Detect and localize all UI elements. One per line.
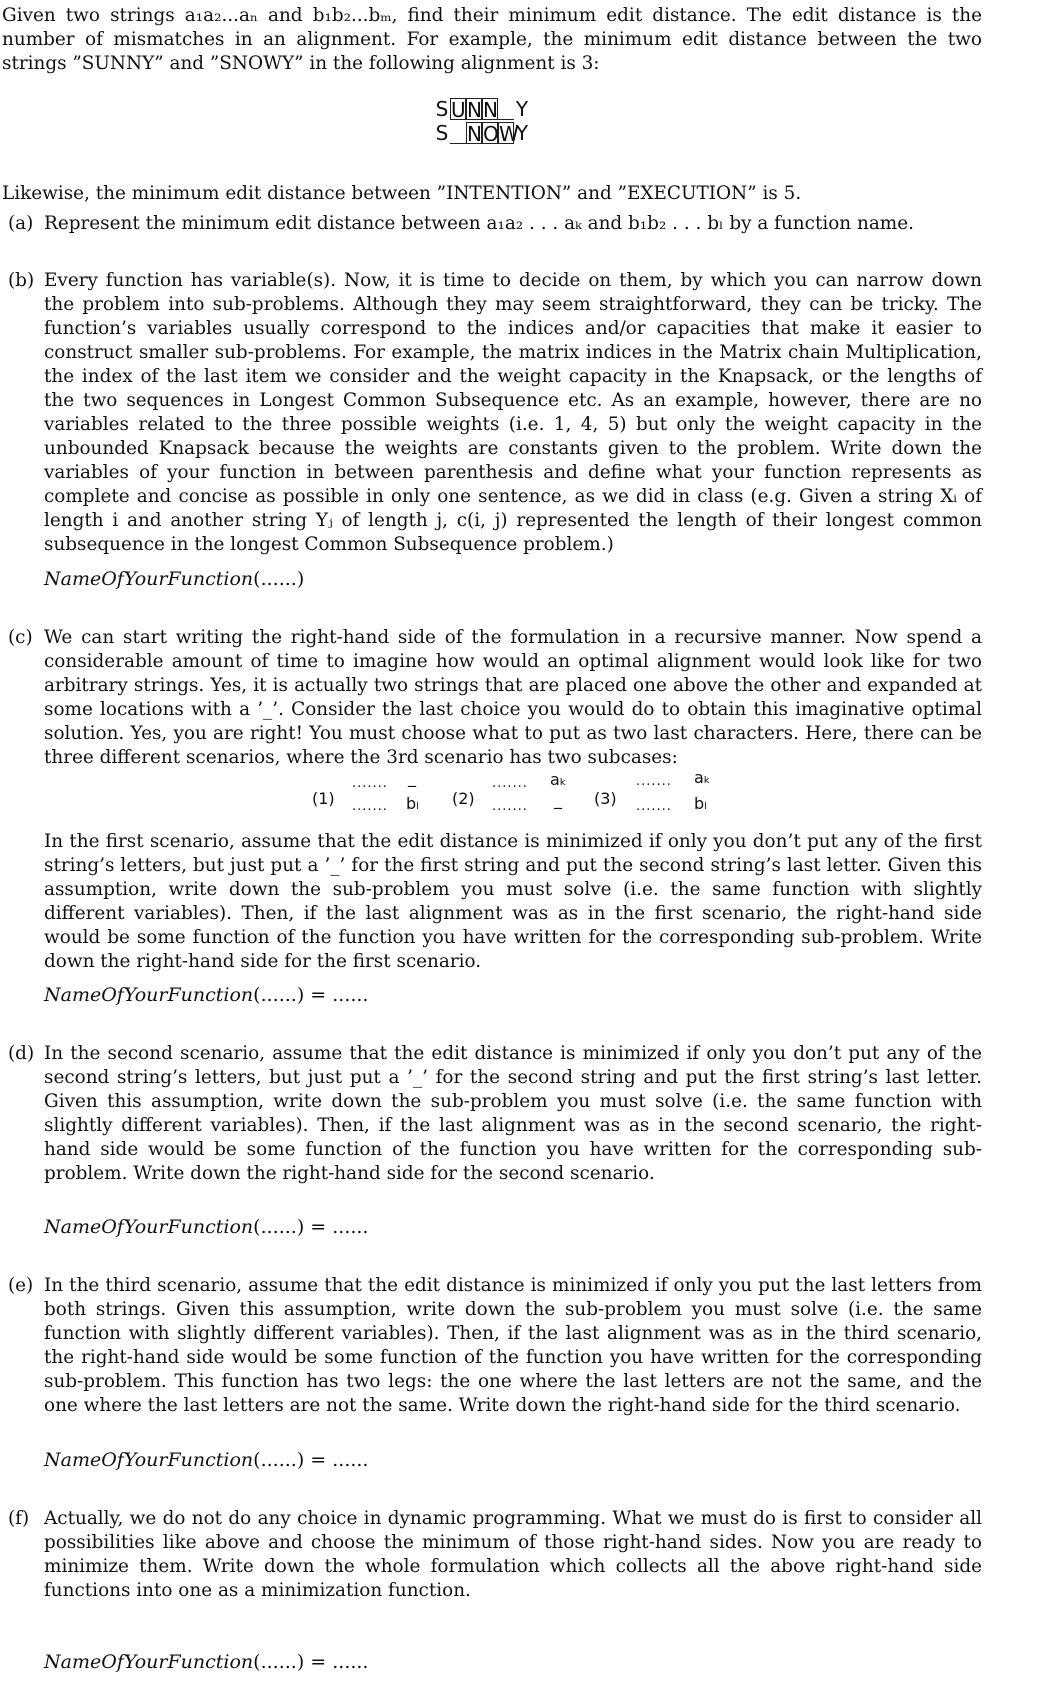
item-text: Actually, we do not do any choice in dynamic programming. What we must do is first to consider all possibilities like above and choose the minimum of those right-hand sides. Now you are ready to minimize them. Write down the whole formulation which collects all the above right-hand side functions into one as a minimization function. (44, 1508, 982, 1601)
scenario-3-top: aₖ (694, 768, 711, 787)
function-answer-d (44, 1215, 368, 1239)
alignment-cell: N (467, 122, 482, 146)
function-answer-f (44, 1650, 368, 1674)
item-d (8, 1042, 982, 1186)
scenario-3-label: (3) (594, 789, 617, 808)
item-label: (a) (8, 213, 34, 234)
function-answer-e (44, 1448, 368, 1472)
scenario-3-bottom: bₗ (694, 794, 707, 813)
item-e (8, 1274, 982, 1418)
item-label: (f) (8, 1508, 30, 1529)
alignment-cell: U (451, 98, 466, 122)
item-b (8, 269, 982, 557)
function-rhs: = ...... (304, 1216, 369, 1238)
alignment-cell: S (435, 121, 449, 145)
function-name: NameOfYourFunction (44, 984, 254, 1006)
function-args: (......) (253, 1651, 305, 1673)
item-text: In the third scenario, assume that the edit distance is minimized if only you put the last letters from both strings. Given this assumption, write down the sub-problem you must solve (i.e. the same function with slightly different variables). Then, if the last alignment was as in the third scenario, the right-hand side would be some function of the function you have written for the corresponding sub-problem. This function has two legs: the one where the last letters are not the same, and the one where the last letters are not the same. Write down the right-hand side for the third scenario. (44, 1275, 982, 1416)
scenario-2-label: (2) (452, 789, 475, 808)
alignment-cell: Y (515, 97, 529, 121)
function-args: (......) (253, 1216, 305, 1238)
alignment-cell (450, 122, 466, 144)
alignment-cell: W (499, 122, 519, 146)
item-text: In the first scenario, assume that the edit distance is minimized if only you don’t put any of the first string’s letters, but just put a ’_’ for the first string and put the second string’s last letter. Given this assumption, write down the sub-problem you must solve (i.e. the same function with slightly different variables). Then, if the last alignment was as in the first scenario, the right-hand side would be some function of the function you have written for the corresponding sub-problem. Write down the right-hand side for the first scenario. (44, 831, 982, 972)
alignment-cell: N (467, 98, 482, 122)
item-label: (d) (8, 1043, 35, 1064)
function-rhs: = ...... (304, 1449, 369, 1471)
sunny-snowy-alignment (434, 98, 530, 146)
item-c-continued (8, 830, 982, 974)
function-rhs: = ...... (304, 984, 369, 1006)
dots: ....... (492, 799, 528, 814)
intro-paragraph-2: Likewise, the minimum edit distance between ”INTENTION” and ”EXECUTION” is 5. (2, 183, 802, 204)
item-label: (c) (8, 627, 33, 648)
dots: ....... (352, 799, 388, 814)
item-c (8, 626, 982, 770)
function-args: (......) (253, 1449, 305, 1471)
alignment-cell (498, 98, 514, 120)
alignment-cell: O (483, 122, 499, 146)
function-args: (......) (253, 984, 305, 1006)
item-text: Every function has variable(s). Now, it is time to decide on them, by which you can narrow down the problem into sub-problems. Although they may seem straightforward, they can be tricky. The function’s variables usually correspond to the indices and/or capacities that make it easier to construct smaller sub-problems. For example, the matrix indices in the Matrix chain Multiplication, the index of the last item we consider and the weight capacity in the Knapsack, or the lengths of the two sequences in Longest Common Subsequence etc. As an example, however, there are no variables related to the three possible weights (i.e. 1, 4, 5) but only the weight capacity in the unbounded Knapsack because the weights are constants given to the problem. Write down the variables of your function in between parenthesis and define what your function represents as complete and concise as possible in only one sentence, as we did in class (e.g. Given a string Xᵢ of length i and another string Yⱼ of length j, c(i, j) represented the length of their longest common subsequence in the longest Common Subsequence problem.) (44, 270, 982, 555)
item-label: (e) (8, 1275, 34, 1296)
item-a (8, 212, 982, 236)
alignment-cell: S (435, 97, 449, 121)
scenarios-figure (300, 770, 720, 826)
alignment-top-row (434, 98, 530, 122)
function-args: (......) (253, 568, 305, 590)
scenario-1-label: (1) (312, 789, 335, 808)
dots: ....... (636, 799, 672, 814)
scenario-1-top: _ (408, 768, 416, 787)
item-text: Represent the minimum edit distance between a₁a₂ . . . aₖ and b₁b₂ . . . bₗ by a function name. (44, 213, 914, 234)
dots: ....... (492, 776, 528, 791)
function-answer-c (44, 983, 368, 1007)
function-name: NameOfYourFunction (44, 1449, 254, 1471)
item-f (8, 1507, 982, 1603)
scenario-2-bottom: _ (554, 790, 562, 809)
item-label: (b) (8, 270, 35, 291)
function-name: NameOfYourFunction (44, 1216, 254, 1238)
scenario-2-top: aₖ (550, 770, 567, 789)
dots: ....... (636, 774, 672, 789)
item-text: In the second scenario, assume that the edit distance is minimized if only you don’t put any of the second string’s letters, but just put a ’_’ for the second string and put the first string’s last letter. Given this assumption, write down the sub-problem you must solve (i.e. the same function with slightly different variables). Then, if the last alignment was as in the second scenario, the right-hand side would be some function of the function you have written for the corresponding sub-problem. Write down the right-hand side for the second scenario. (44, 1043, 982, 1184)
alignment-bottom-row (434, 122, 530, 146)
dots: ....... (352, 776, 388, 791)
alignment-cell: N (483, 98, 498, 122)
function-name: NameOfYourFunction (44, 1651, 254, 1673)
function-answer-b (44, 567, 304, 591)
alignment-cell: Y (515, 121, 529, 145)
item-text: We can start writing the right-hand side of the formulation in a recursive manner. Now spend a considerable amount of time to imagine how would an optimal alignment would look like for two arbitrary strings. Yes, it is actually two strings that are placed one above the other and expanded at some locations with a ’_’. Consider the last choice you would do to obtain this imaginative optimal solution. Yes, you are right! You must choose what to put as two last characters. Here, there can be three different scenarios, where the 3rd scenario has two subcases: (44, 627, 982, 768)
function-rhs: = ...... (304, 1651, 369, 1673)
scenario-1-bottom: bₗ (406, 794, 419, 813)
function-name: NameOfYourFunction (44, 568, 254, 590)
intro-paragraph: Given two strings a₁a₂...aₙ and b₁b₂...bₘ, find their minimum edit distance. The edit distance is the number of mismatches in an alignment. For example, the minimum edit distance between the two strings ”SUNNY” and ”SNOWY” in the following alignment is 3: (2, 5, 982, 74)
